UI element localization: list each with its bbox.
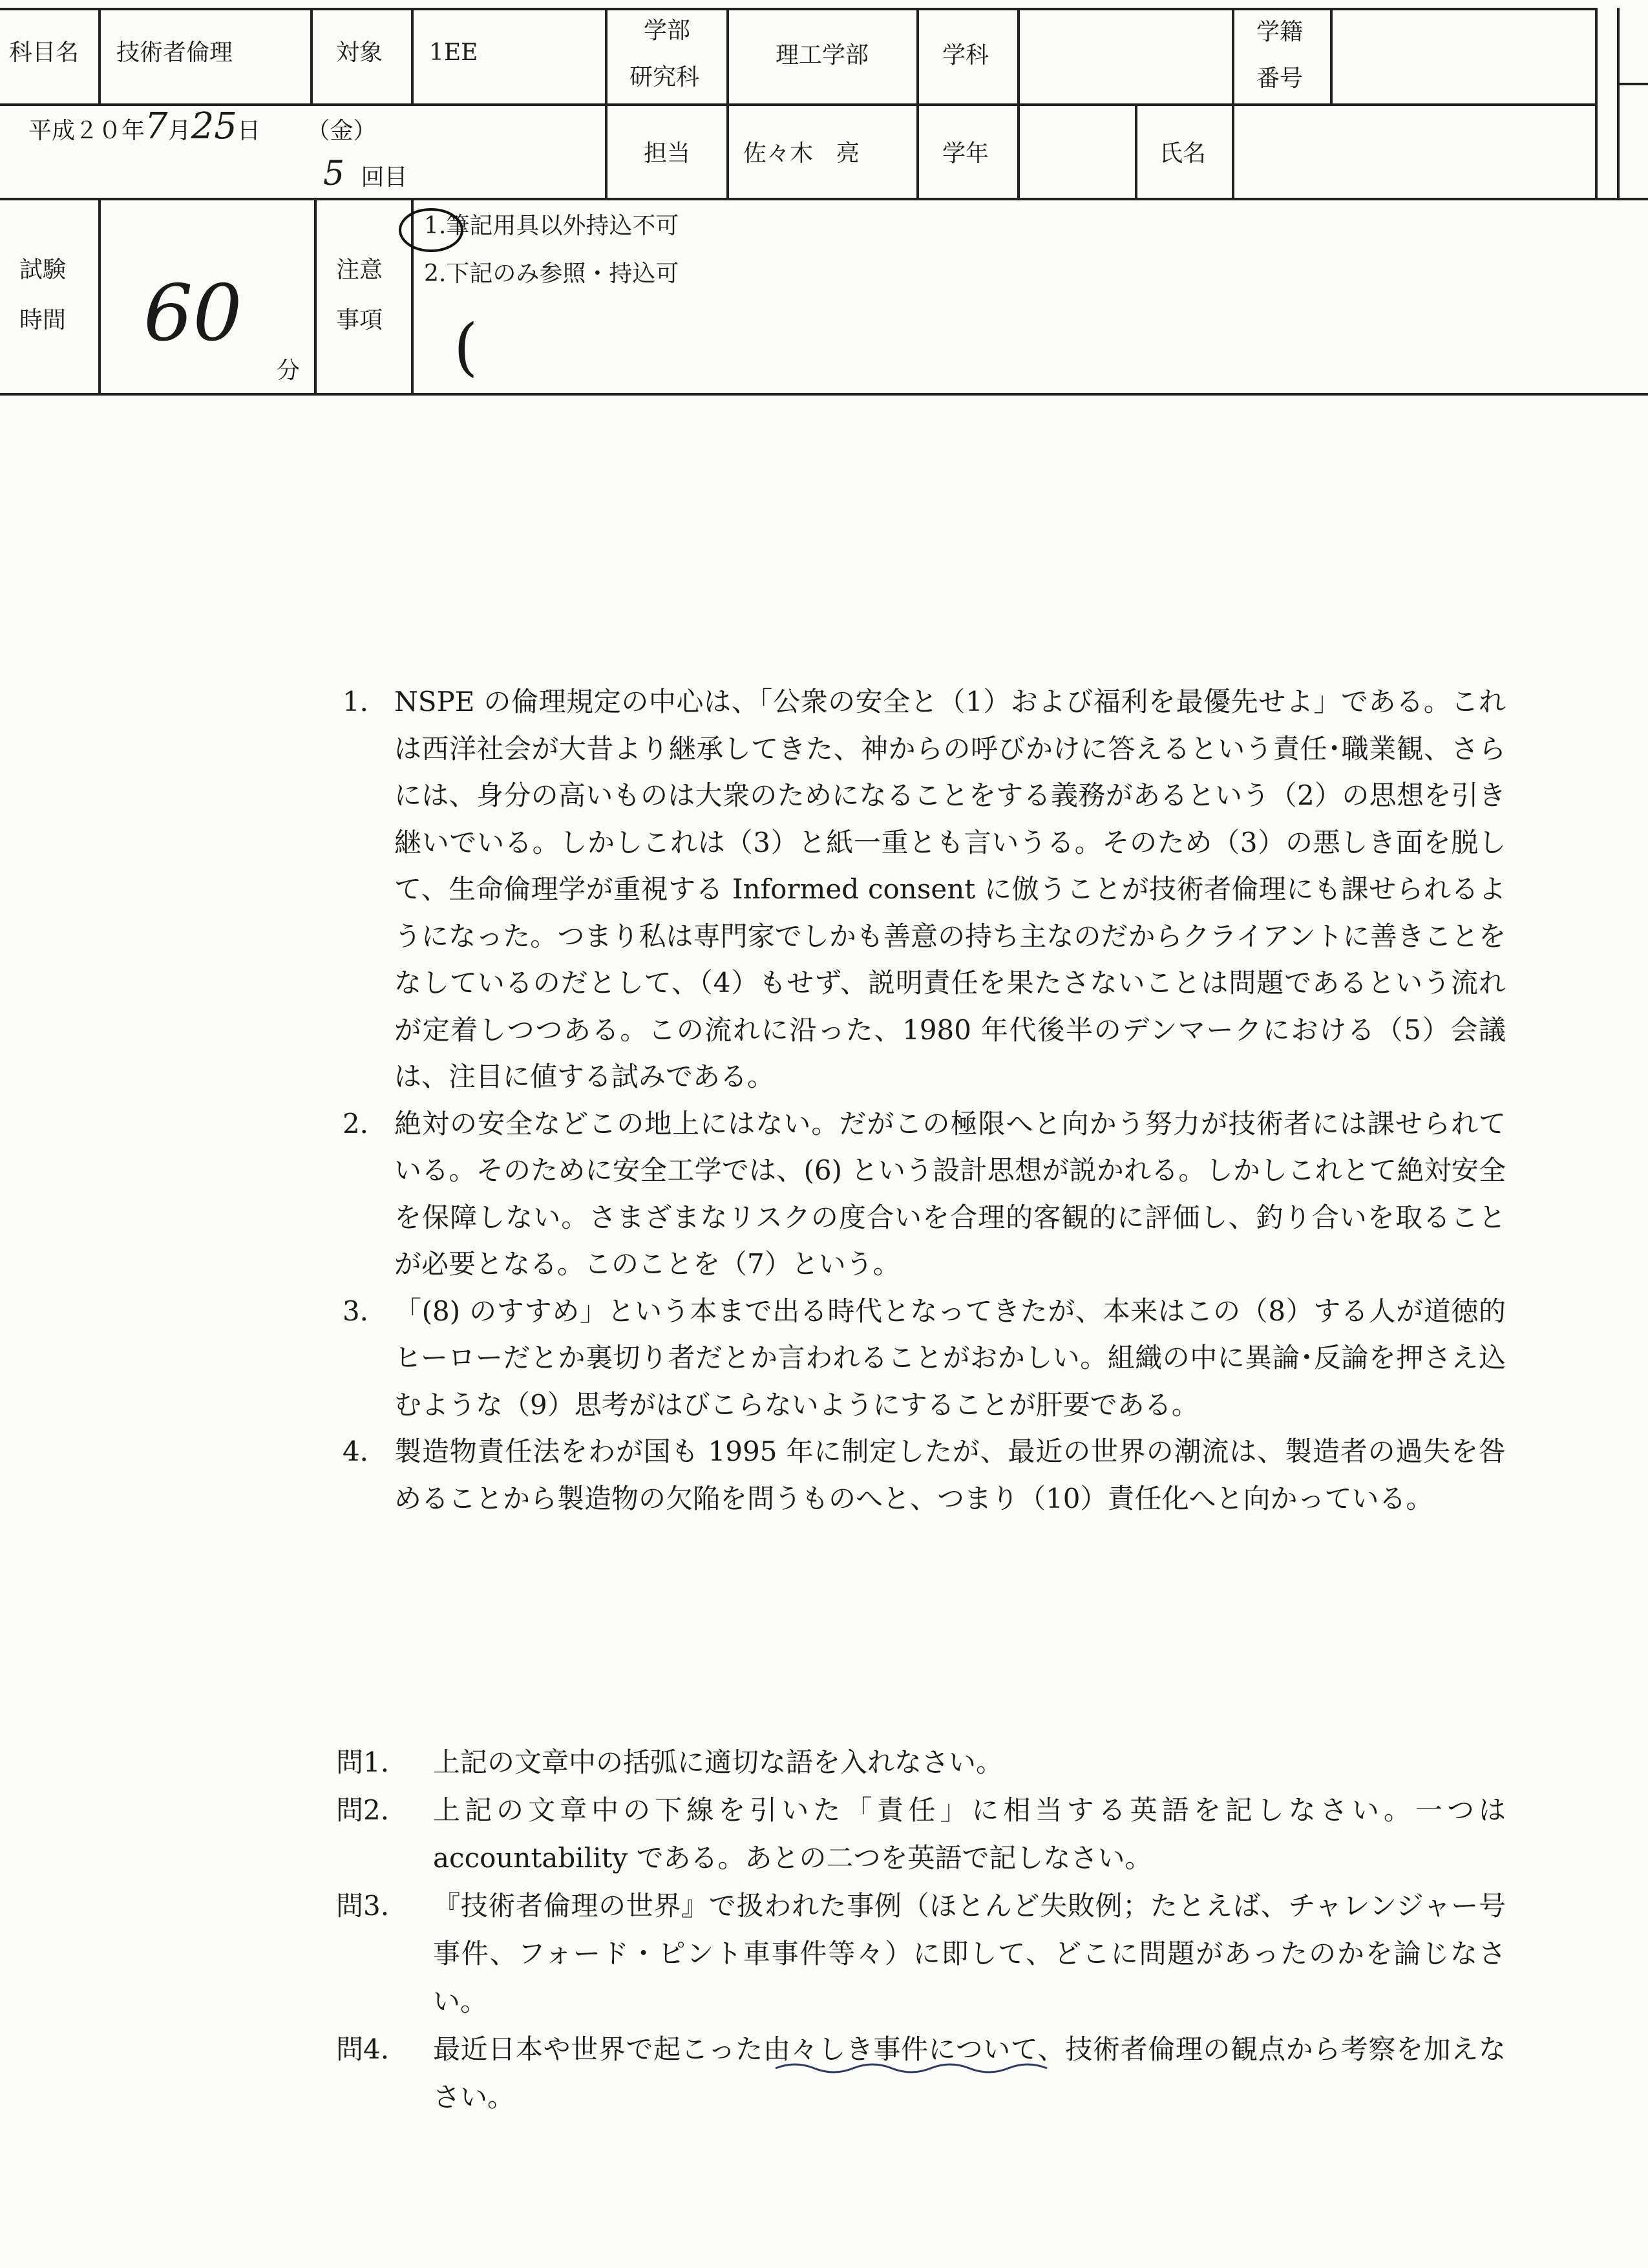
paragraph-text: NSPE の倫理規定の中心は、「公衆の安全と（1）および福利を最優先せよ」である。これは西洋社会が大昔より継承してきた、神からの呼びかけに答えるという責任･職業観、さらには、身分の高いものは大衆のためになることをする義務があるという（2）の思想を引き継いでいる。しかしこれは（3）と紙一重とも言いうる。そのため（3）の悪しき面を脱して、生命倫理学が重視する Informed consent に倣うことが技術者倫理にも課せられるようになった。つまり私は専門家でしかも善意の持ち主なのだからクライアントに善きことをなしているのだとして、（4）もせず、説明責任を果たさないことは問題であるという流れが定着しつつある。この流れに沿った、1980 年代後半のデンマークにおける（5）会議は、注目に値する試みである。 <box>394 686 1506 1092</box>
exam-time-unit: 分 <box>277 357 301 384</box>
paragraph-number: 3． <box>343 1295 387 1327</box>
question-text: 上記の文章中の下線を引いた「責任」に相当する英語を記しなさい。一つは accountability である。あとの二つを英語で記しなさい。 <box>433 1794 1506 1874</box>
passage-paragraph-3 <box>343 1288 1506 1429</box>
header-divider <box>605 8 607 199</box>
faculty-value: 理工学部 <box>776 42 869 69</box>
subject-label: 科目名 <box>9 39 79 66</box>
paragraph-text: 「(8) のすすめ」という本まで出る時代となってきたが、本来はこの（8）する人が道徳的ヒーローだとか裏切り者だとか言われることがおかしい。組織の中に異論･反論を押さえ込むような（9）思考がはびこらないようにすることが肝要である。 <box>394 1295 1506 1421</box>
note-item-1: 1.筆記用具以外持込不可 <box>424 213 679 239</box>
exam-header-form <box>0 0 1648 402</box>
exam-time-label-1: 試験 <box>19 257 67 283</box>
paragraph-number: 4． <box>343 1436 387 1467</box>
date-weekday: （金） <box>306 118 377 144</box>
handwritten-circle-mark <box>396 206 467 255</box>
question-2 <box>336 1786 1506 1882</box>
grade-field[interactable] <box>1031 129 1128 181</box>
header-divider <box>411 8 414 105</box>
date-month-handwritten: 7 <box>145 105 168 147</box>
session-number-handwritten: 5 <box>323 154 345 193</box>
header-divider <box>1232 8 1234 105</box>
header-divider <box>310 8 313 105</box>
date-day-handwritten: 25 <box>191 105 237 147</box>
name-label: 氏名 <box>1159 140 1207 167</box>
name-field[interactable] <box>1243 129 1586 181</box>
header-divider <box>916 8 919 199</box>
target-label: 対象 <box>336 39 383 66</box>
header-rule-top <box>0 8 1596 10</box>
student-id-label-1: 学籍 <box>1256 19 1304 45</box>
instructor-value: 佐々木 亮 <box>743 140 860 167</box>
faculty-label-1: 学部 <box>644 17 691 44</box>
paragraph-text: 絶対の安全などこの地上にはない。だがこの極限へと向かう努力が技術者には課せられている。そのために安全工学では、(6) という設計思想が説かれる。しかしこれとて絶対安全を保障しない。さまざまなリスクの度合いを合理的客観的に評価し、釣り合いを取ることが必要となる。このことを（7）という。 <box>394 1107 1506 1280</box>
paragraph-number: 2． <box>343 1107 387 1139</box>
question-number: 問3. <box>336 1890 390 1922</box>
target-value: 1EE <box>429 39 478 66</box>
department-label: 学科 <box>942 42 989 69</box>
date-month-label: 月 <box>167 118 191 144</box>
header-divider <box>1330 8 1333 105</box>
paragraph-number: 1． <box>343 686 387 717</box>
passage-paragraph-1 <box>343 679 1506 1101</box>
question-3 <box>336 1882 1506 2026</box>
notes-label-2: 事項 <box>336 307 383 334</box>
paragraph-text: 製造物責任法をわが国も 1995 年に制定したが、最近の世界の潮流は、製造者の過失を咎めることから製造物の欠陥を問うものへと、つまり（10）責任化へと向かっている。 <box>394 1436 1506 1514</box>
header-rule-edge <box>1617 83 1648 85</box>
exam-passage <box>343 679 1506 1522</box>
exam-time-label-2: 時間 <box>19 307 67 334</box>
header-divider <box>1617 8 1620 199</box>
question-1 <box>336 1739 1506 1786</box>
question-text: 最近日本や世界で起こった由々しき事件について、技術者倫理の観点から考察を加えなさい。 <box>433 2033 1506 2113</box>
question-number: 問2. <box>336 1794 390 1826</box>
question-text: 上記の文章中の括弧に適切な語を入れなさい。 <box>433 1746 1004 1778</box>
faculty-label-2: 研究科 <box>629 64 700 90</box>
header-divider <box>98 8 101 105</box>
date-day-label: 日 <box>237 118 260 144</box>
subject-value: 技術者倫理 <box>116 39 233 66</box>
exam-date <box>28 105 376 148</box>
header-rule-bottom <box>0 393 1648 396</box>
instructor-label: 担当 <box>644 140 691 167</box>
note-item-2: 2.下記のみ参照・持込可 <box>424 260 679 287</box>
header-divider <box>726 8 729 199</box>
grade-label: 学年 <box>942 140 989 167</box>
passage-paragraph-4 <box>343 1428 1506 1522</box>
header-divider <box>1017 8 1020 199</box>
department-field[interactable] <box>1034 41 1215 70</box>
passage-paragraph-2 <box>343 1101 1506 1288</box>
note-bracket: ( <box>454 311 478 383</box>
question-text: 『技術者倫理の世界』で扱われた事例（ほとんど失敗例；たとえば、チャレンジャー号事件、フォード・ピント車事件等々）に即して、どこに問題があったのかを論じなさい。 <box>433 1890 1506 2017</box>
header-divider <box>314 198 317 394</box>
session-label: 回目 <box>361 164 408 191</box>
header-divider <box>1595 8 1598 199</box>
notes-label-1: 注意 <box>336 257 383 283</box>
date-era-year: 平成２０年 <box>28 118 145 144</box>
student-id-field[interactable] <box>1340 26 1586 84</box>
student-id-label-2: 番号 <box>1256 65 1304 92</box>
header-rule-2 <box>0 198 1648 200</box>
question-number: 問4. <box>336 2033 390 2065</box>
header-divider <box>98 198 101 394</box>
header-divider <box>1135 103 1137 199</box>
handwritten-wavy-underline <box>776 2059 1053 2079</box>
question-number: 問1. <box>336 1746 390 1778</box>
session-count <box>323 154 408 194</box>
exam-time-handwritten: 60 <box>143 269 242 359</box>
header-divider <box>1232 103 1234 199</box>
